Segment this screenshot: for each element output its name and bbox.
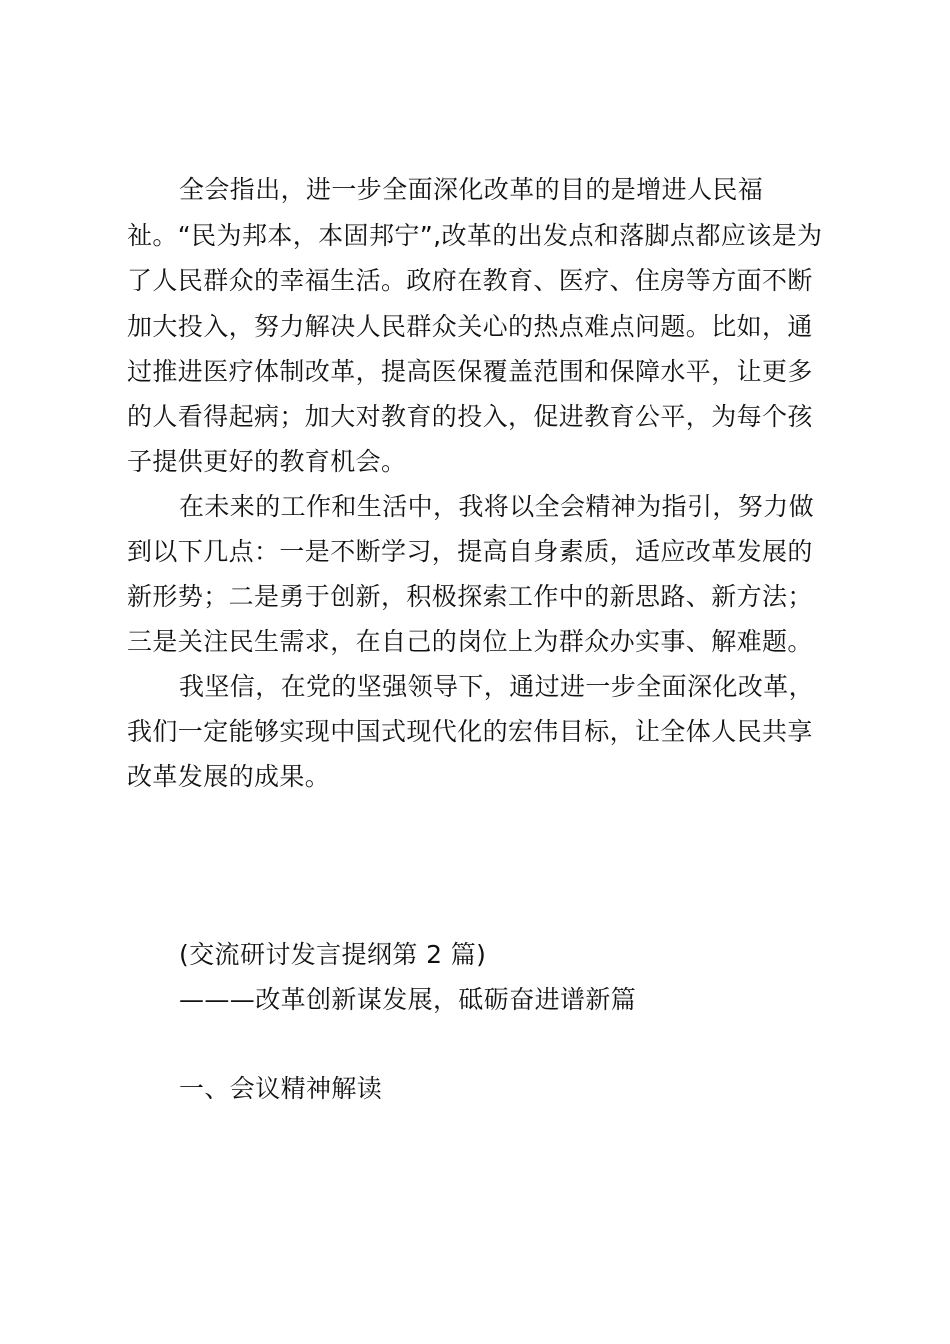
section-heading: 一、会议精神解读 <box>179 1074 383 1103</box>
paragraph-3-line-1: 我坚信，在党的坚强领导下，通过进一步全面深化改革， <box>179 672 815 701</box>
paragraph-2-line-4: 三是关注民生需求，在自己的岗位上为群众办实事、解难题。 <box>127 627 813 656</box>
paragraph-1-line-2: 祉。“民为邦本，本固邦宁”,改革的出发点和落脚点都应该是为 <box>127 221 823 250</box>
paragraph-1-line-7: 子提供更好的教育机会。 <box>127 447 407 476</box>
paragraph-1-line-6: 的人看得起病；加大对教育的投入，促进教育公平，为每个孩 <box>127 402 813 431</box>
article-label: (交流研讨发言提纲第 2 篇) <box>179 940 487 969</box>
paragraph-1-line-1: 全会指出，进一步全面深化改革的目的是增进人民福 <box>179 175 764 204</box>
paragraph-3-line-2: 我们一定能够实现中国式现代化的宏伟目标，让全体人民共享 <box>127 717 813 746</box>
paragraph-2-line-2: 到以下几点：一是不断学习，提高自身素质，适应改革发展的 <box>127 537 813 566</box>
paragraph-2-line-3: 新形势；二是勇于创新，积极探索工作中的新思路、新方法； <box>127 582 813 611</box>
article-subtitle: ———改革创新谋发展，砥砺奋进谱新篇 <box>179 985 637 1014</box>
paragraph-1-line-4: 加大投入，努力解决人民群众关心的热点难点问题。比如，通 <box>127 312 813 341</box>
paragraph-2-line-1: 在未来的工作和生活中，我将以全会精神为指引，努力做 <box>179 492 815 521</box>
paragraph-1-line-3: 了人民群众的幸福生活。政府在教育、医疗、住房等方面不断 <box>127 266 813 295</box>
paragraph-3-line-3: 改革发展的成果。 <box>127 762 331 791</box>
paragraph-1-line-5: 过推进医疗体制改革，提高医保覆盖范围和保障水平，让更多 <box>127 357 813 386</box>
